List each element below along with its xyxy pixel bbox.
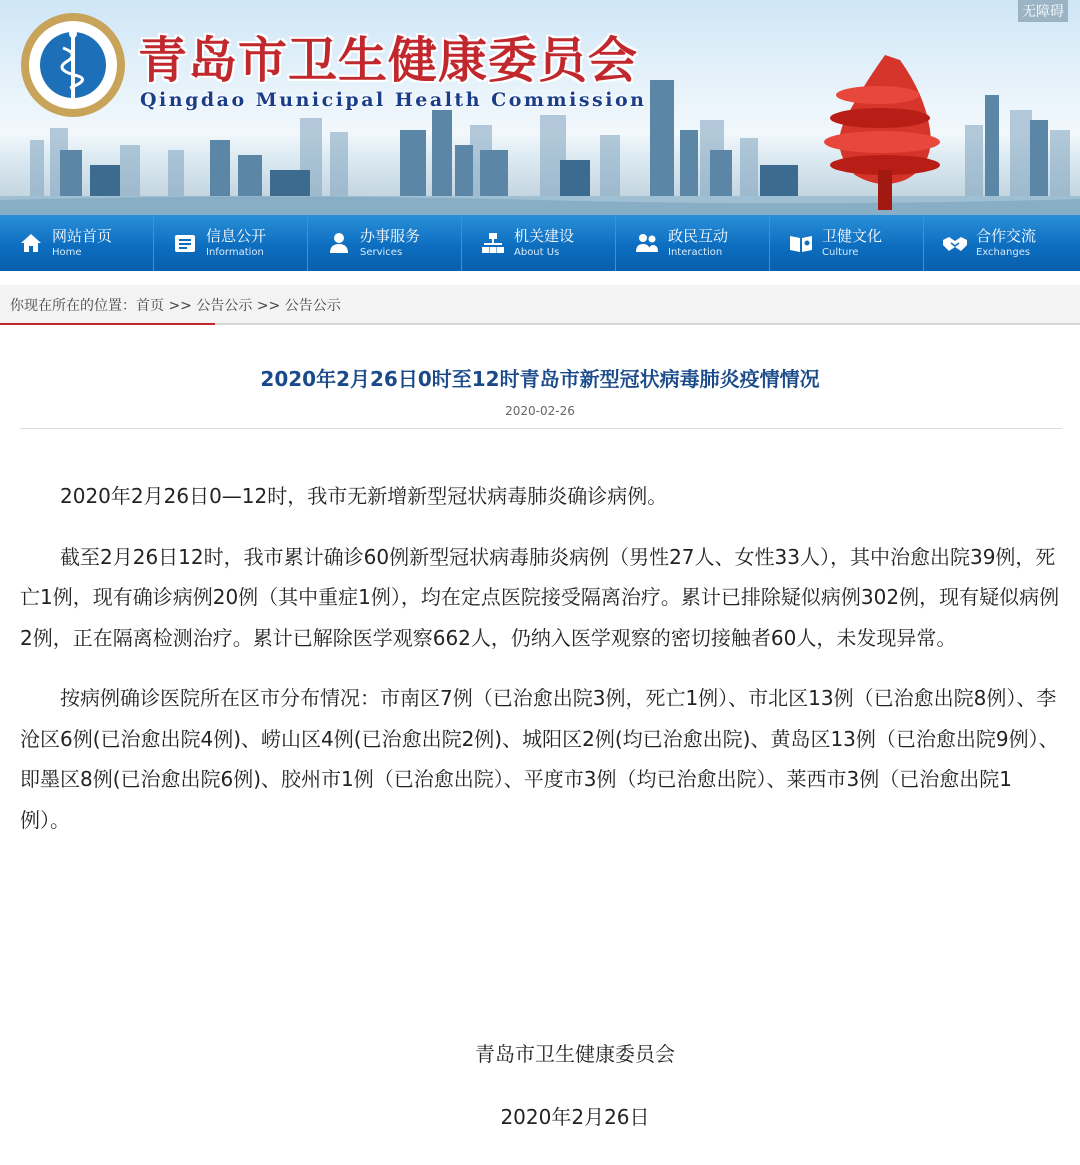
accessibility-link[interactable]: 无障碍 [1018,0,1068,22]
nav-label: 机关建设 [514,227,575,246]
nav-item-information[interactable] [154,215,308,271]
nav-label-en: Services [360,246,403,258]
article-date: 2020-02-26 [505,404,575,418]
site-title: 青岛市卫生健康委员会 [138,31,639,89]
nav-label-en: About Us [514,246,560,258]
nav-label: 信息公开 [206,227,267,246]
nav-label-en: Culture [822,246,859,258]
nav-label-en: Interaction [668,246,723,258]
list-icon [172,230,198,256]
nav-label-en: Information [206,246,264,258]
article-signature-date: 2020年2月26日 [500,1105,650,1129]
article-paragraph: 2020年2月26日0—12时，我市无新增新型冠状病毒肺炎确诊病例。 [60,484,668,508]
nav-label: 网站首页 [52,227,113,246]
handshake-icon [942,230,968,256]
person-icon [326,230,352,256]
article-body [20,476,1060,860]
breadcrumb-current-link[interactable]: 公告公示 [284,298,341,314]
nav-label-en: Exchanges [976,246,1031,258]
nav-item-about-us[interactable] [462,215,616,271]
nav-item-exchanges[interactable] [924,215,1078,271]
breadcrumb-separator: >> [252,298,285,314]
article-paragraph: 按病例确诊医院所在区市分布情况：市南区7例（已治愈出院3例，死亡1例）、市北区13例（已治愈出院8例）、李沧区6例(已治愈出院4例)、崂山区4例(已治愈出院2例)、城阳区2例(均已治愈出院)、黄岛区13例（已治愈出院9例）、即墨区8例(已治愈出院6例)、胶州市1例（已治愈出院）、平度市3例（均已治愈出院）、莱西市3例（已治愈出院1例）。 [20,686,1059,832]
book-icon [788,230,814,256]
commission-logo [18,10,128,120]
nav-label: 政民互动 [668,227,729,246]
nav-label: 卫健文化 [822,227,883,246]
header-banner [0,0,1080,215]
nav-label: 办事服务 [360,227,421,246]
article-title: 2020年2月26日0时至12时青岛市新型冠状病毒肺炎疫情情况 [260,367,820,391]
breadcrumb-separator: >> [164,298,197,314]
breadcrumb-notice-link[interactable]: 公告公示 [196,298,253,314]
nav-label: 合作交流 [976,227,1037,246]
org-chart-icon [480,230,506,256]
breadcrumb-bar [0,285,1080,325]
home-icon [18,230,44,256]
title-divider [20,428,1062,429]
article-paragraph: 截至2月26日12时，我市累计确诊60例新型冠状病毒肺炎病例（男性27人、女性33人），其中治愈出院39例，死亡1例，现有确诊病例20例（其中重症1例），均在定点医院接受隔离治疗。累计已排除疑似病例302例，现有疑似病例2例，正在隔离检测治疗。累计已解除医学观察662人，仍纳入医学观察的密切接触者60人，未发现异常。 [20,544,1060,650]
breadcrumb-home-link[interactable]: 首页 [136,298,164,314]
breadcrumb [10,295,341,315]
main-navigation [0,215,1080,271]
nav-item-home[interactable] [0,215,154,271]
nav-item-interaction[interactable] [616,215,770,271]
breadcrumb-accent-line [0,323,215,325]
nav-label-en: Home [52,246,82,258]
nav-item-services[interactable] [308,215,462,271]
site-subtitle: Qingdao Municipal Health Commission [140,89,647,111]
article-signature: 青岛市卫生健康委员会 [475,1042,675,1066]
people-icon [634,230,660,256]
breadcrumb-prefix: 你现在所在的位置： [10,298,136,314]
nav-item-culture[interactable] [770,215,924,271]
